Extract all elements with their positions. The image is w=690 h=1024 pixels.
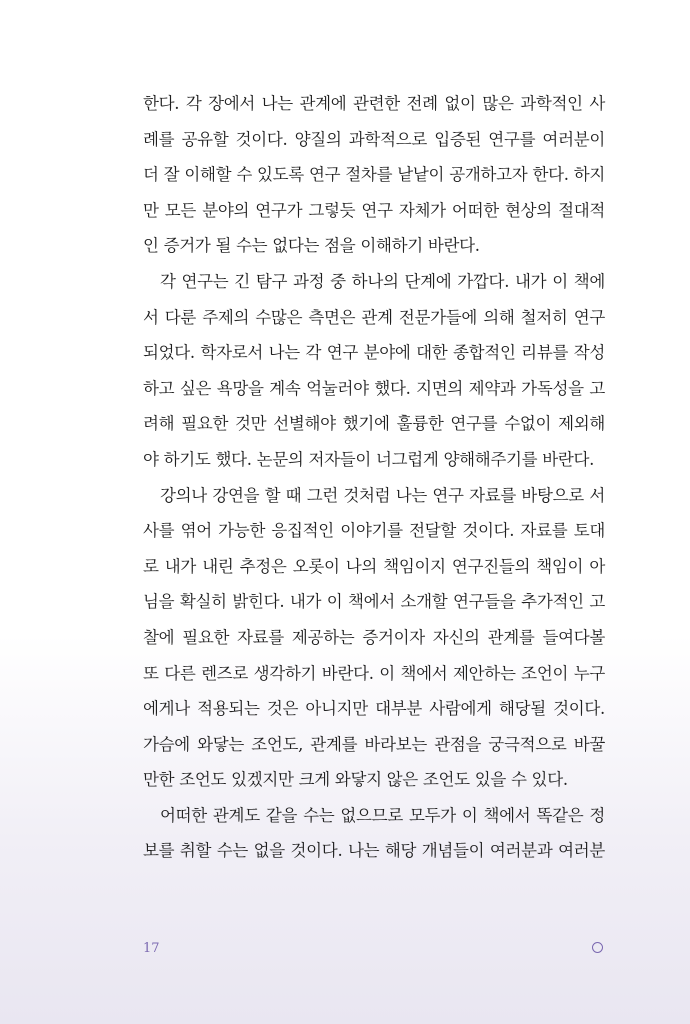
text-line: 어떠한 관계도 같을 수는 없으므로 모두가 이 책에서 똑같은 정 bbox=[160, 805, 605, 825]
text-line: 만한 조언도 있겠지만 크게 와닿지 않은 조언도 있을 수 있다. bbox=[143, 770, 568, 790]
text-line: 서 다룬 주제의 수많은 측면은 관계 전문가들에 의해 철저히 연구 bbox=[143, 307, 605, 327]
text-line: 가슴에 와닿는 조언도, 관계를 바라보는 관점을 궁극적으로 바꿀 bbox=[143, 734, 605, 754]
text-line: 만 모든 분야의 연구가 그렇듯 연구 자체가 어떠한 현상의 절대적 bbox=[143, 200, 605, 220]
text-line: 하고 싶은 욕망을 계속 억눌러야 했다. 지면의 제약과 가독성을 고 bbox=[143, 378, 605, 398]
circle-ornament-icon bbox=[592, 942, 603, 953]
text-line: 려해 필요한 것만 선별해야 했기에 훌륭한 연구를 수없이 제외해 bbox=[143, 414, 605, 434]
text-line: 강의나 강연을 할 때 그런 것처럼 나는 연구 자료를 바탕으로 서 bbox=[160, 485, 605, 505]
page-number: 17 bbox=[143, 941, 160, 956]
text-line: 례를 공유할 것이다. 양질의 과학적으로 입증된 연구를 여러분이 bbox=[143, 129, 605, 149]
text-line: 인 증거가 될 수는 없다는 점을 이해하기 바란다. bbox=[143, 236, 480, 256]
text-line: 한다. 각 장에서 나는 관계에 관련한 전례 없이 많은 과학적인 사 bbox=[143, 94, 605, 113]
text-line: 각 연구는 긴 탐구 과정 중 하나의 단계에 가깝다. 내가 이 책에 bbox=[160, 271, 605, 291]
text-line: 님을 확실히 밝힌다. 내가 이 책에서 소개할 연구들을 추가적인 고 bbox=[143, 592, 605, 612]
text-line: 찰에 필요한 자료를 제공하는 증거이자 자신의 관계를 들여다볼 bbox=[143, 627, 605, 647]
text-line: 로 내가 내린 추정은 오롯이 나의 책임이지 연구진들의 책임이 아 bbox=[143, 556, 605, 576]
text-line: 보를 취할 수는 없을 것이다. 나는 해당 개념들이 여러분과 여러분 bbox=[143, 841, 605, 861]
text-line: 또 다른 렌즈로 생각하기 바란다. 이 책에서 제안하는 조언이 누구 bbox=[143, 663, 605, 683]
body-text bbox=[143, 86, 605, 869]
text-line: 더 잘 이해할 수 있도록 연구 절차를 낱낱이 공개하고자 한다. 하지 bbox=[143, 165, 605, 185]
text-line: 되었다. 학자로서 나는 각 연구 분야에 대한 종합적인 리뷰를 작성 bbox=[143, 343, 605, 363]
text-line: 에게나 적용되는 것은 아니지만 대부분 사람에게 해당될 것이다. bbox=[143, 699, 605, 719]
text-line: 야 하기도 했다. 논문의 저자들이 너그럽게 양해해주기를 바란다. bbox=[143, 449, 595, 469]
text-line: 사를 엮어 가능한 응집적인 이야기를 전달할 것이다. 자료를 토대 bbox=[143, 521, 605, 541]
